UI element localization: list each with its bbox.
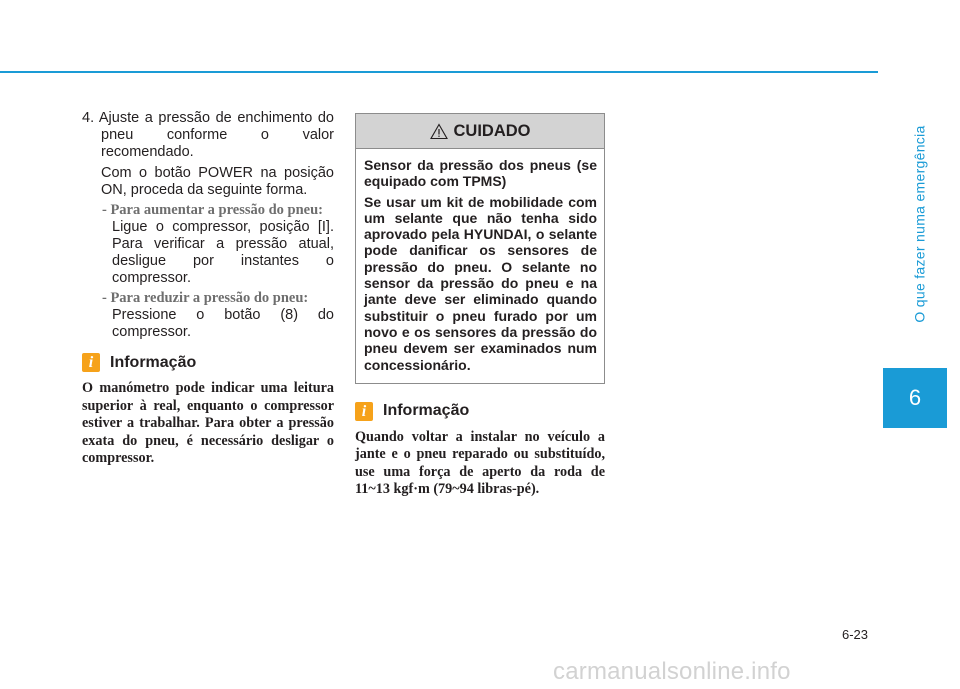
caution-header bbox=[356, 114, 604, 149]
info-icon: i bbox=[82, 353, 100, 372]
caution-title: CUIDADO bbox=[453, 121, 531, 140]
caution-text: Se usar um kit de mobilidade com um selante que não tenha sido aprovado pela HYUNDAI, o selante pode danificar os sensores de pressão do pneu. O selante no sensor da pressão do pneu e na jante deve ser eliminado quando substituir o pneu furado por um novo e os sensores da pressão do pneu devem ser examinados num concessionário. bbox=[364, 193, 597, 373]
page-number: 6-23 bbox=[842, 627, 869, 642]
reduce-pressure-heading: - Para reduzir a pressão do pneu: bbox=[102, 290, 309, 306]
info-label: Informação bbox=[110, 353, 197, 371]
warning-icon bbox=[430, 123, 448, 140]
info-icon: i bbox=[355, 402, 373, 421]
power-instruction: Com o botão POWER na posição ON, proceda da seguinte forma. bbox=[101, 165, 334, 198]
section-title-vertical bbox=[885, 72, 955, 375]
reduce-pressure-text: Pressione o botão (8) do compressor. bbox=[112, 307, 334, 340]
info-header-2 bbox=[355, 402, 605, 421]
info-label-2: Informação bbox=[383, 402, 470, 420]
info-text: O manómetro pode indicar uma leitura superior à real, enquanto o compressor estiver a trabalhar. Para obter a pressão exata do pneu, é necessário desligar o compressor. bbox=[82, 380, 334, 466]
right-column bbox=[355, 113, 605, 499]
watermark[interactable]: carmanualsonline.info bbox=[553, 658, 791, 685]
chapter-tab[interactable]: 6 bbox=[883, 368, 947, 428]
info-text-2: Quando voltar a instalar no veículo a jante e o pneu reparado ou substituído, use uma força de aperto da roda de 11~13 kgf·m (79~94 libras-pé). bbox=[355, 428, 605, 498]
section-title-text: O que fazer numa emergência bbox=[912, 124, 929, 323]
left-column bbox=[82, 110, 334, 468]
raise-pressure-text: Ligue o compressor, posição [I]. Para verificar a pressão atual, desligue por instantes o compressor. bbox=[112, 219, 334, 286]
caution-box bbox=[355, 113, 605, 384]
raise-pressure-heading: - Para aumentar a pressão do pneu: bbox=[102, 202, 323, 218]
header-rule bbox=[0, 71, 878, 73]
info-header bbox=[82, 353, 334, 372]
caution-subtitle: Sensor da pressão dos pneus (se equipado com TPMS) bbox=[364, 157, 597, 190]
step-4: 4. Ajuste a pressão de enchimento do pneu conforme o valor recomendado. bbox=[82, 110, 334, 160]
caution-body bbox=[356, 149, 604, 383]
